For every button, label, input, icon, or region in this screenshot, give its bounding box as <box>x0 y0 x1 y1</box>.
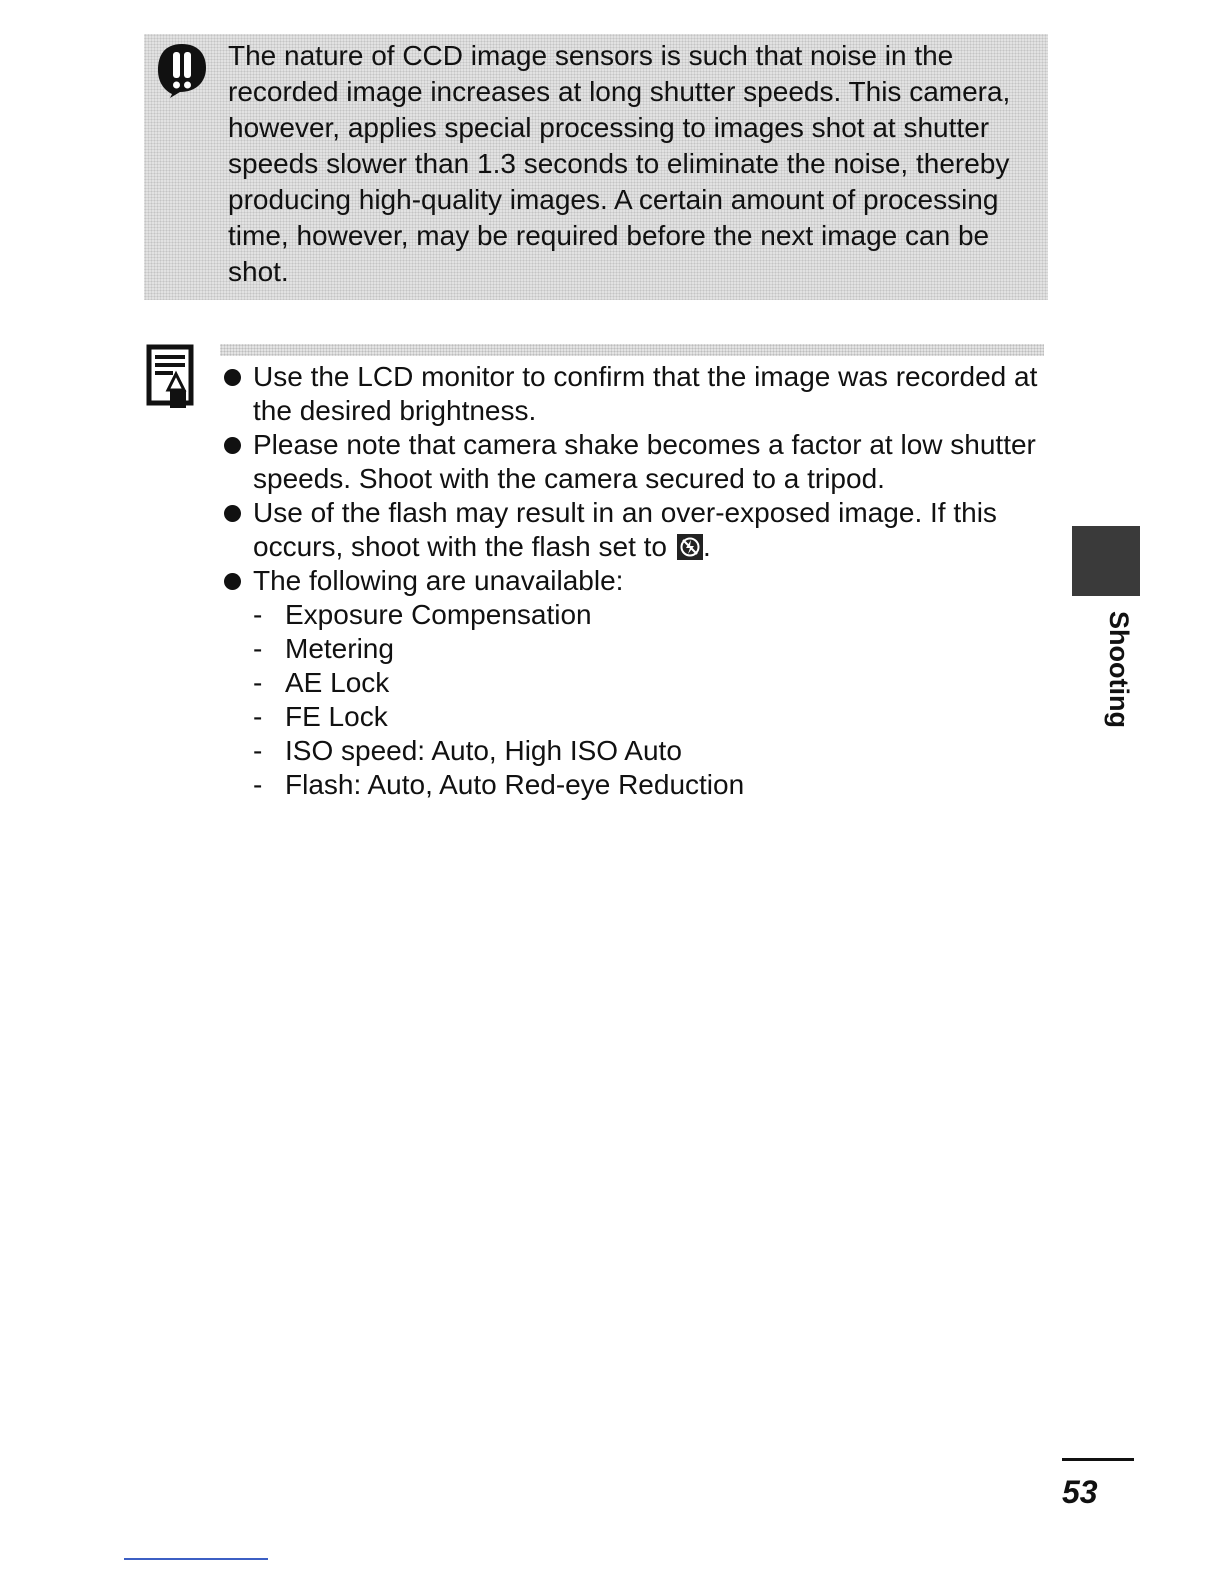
note-pad-icon <box>146 344 198 412</box>
unavailable-item-text: Flash: Auto, Auto Red-eye Reduction <box>285 769 745 800</box>
list-item-text: Please note that camera shake becomes a factor at low shutter speeds. Shoot with the camera secured to a tripod. <box>253 429 1036 494</box>
note-divider <box>220 344 1044 356</box>
section-tab-text: Shooting <box>1103 610 1134 728</box>
list-item-text: Use of the flash may result in an over-exposed image. If this occurs, shoot with the flash set to <box>253 497 997 562</box>
bullet-icon <box>224 505 241 522</box>
list-item-text: The following are unavailable: <box>253 565 624 596</box>
unavailable-item-text: ISO speed: Auto, High ISO Auto <box>285 735 682 766</box>
page-number: 53 <box>1062 1474 1098 1510</box>
unavailable-item <box>253 700 1050 734</box>
dash-marker: - <box>253 701 263 732</box>
dash-marker: - <box>253 735 263 766</box>
flash-off-icon <box>677 534 703 560</box>
unavailable-item <box>253 598 1050 632</box>
unavailable-item-text: FE Lock <box>285 701 388 732</box>
unavailable-item <box>253 734 1050 768</box>
dash-marker: - <box>253 769 263 800</box>
note-list <box>220 360 1050 802</box>
list-item-text: Use the LCD monitor to confirm that the image was recorded at the desired brightness. <box>253 361 1038 426</box>
unavailable-item-text: AE Lock <box>285 667 390 698</box>
bullet-icon <box>224 437 241 454</box>
caution-exclamation-icon <box>156 42 208 98</box>
dash-marker: - <box>253 667 263 698</box>
caution-text: The nature of CCD image sensors is such that noise in the recorded image increases at long shutter speeds. This camera, however, applies special processing to images shot at shutter speeds slower than 1.3 seconds to eliminate the noise, thereby producing high-quality images. A certain amount of processing time, however, may be required before the next image can be shot. <box>228 40 1011 287</box>
section-tab <box>1072 526 1140 596</box>
page-number-rule <box>1062 1458 1134 1461</box>
unavailable-item-text: Exposure Compensation <box>285 599 592 630</box>
list-item <box>220 564 1050 802</box>
dash-marker: - <box>253 633 263 664</box>
list-item <box>220 428 1050 496</box>
unavailable-item <box>253 768 1050 802</box>
unavailable-list <box>253 598 1050 802</box>
unavailable-item <box>253 666 1050 700</box>
section-tab-label <box>1096 594 1140 744</box>
list-item <box>220 360 1050 428</box>
list-item-suffix: . <box>702 531 711 562</box>
dash-marker: - <box>253 599 263 630</box>
unavailable-item-text: Metering <box>285 633 394 664</box>
unavailable-item <box>253 632 1050 666</box>
list-item <box>220 496 1050 564</box>
bottom-divider <box>124 1558 268 1560</box>
bullet-icon <box>224 573 241 590</box>
bullet-icon <box>224 369 241 386</box>
